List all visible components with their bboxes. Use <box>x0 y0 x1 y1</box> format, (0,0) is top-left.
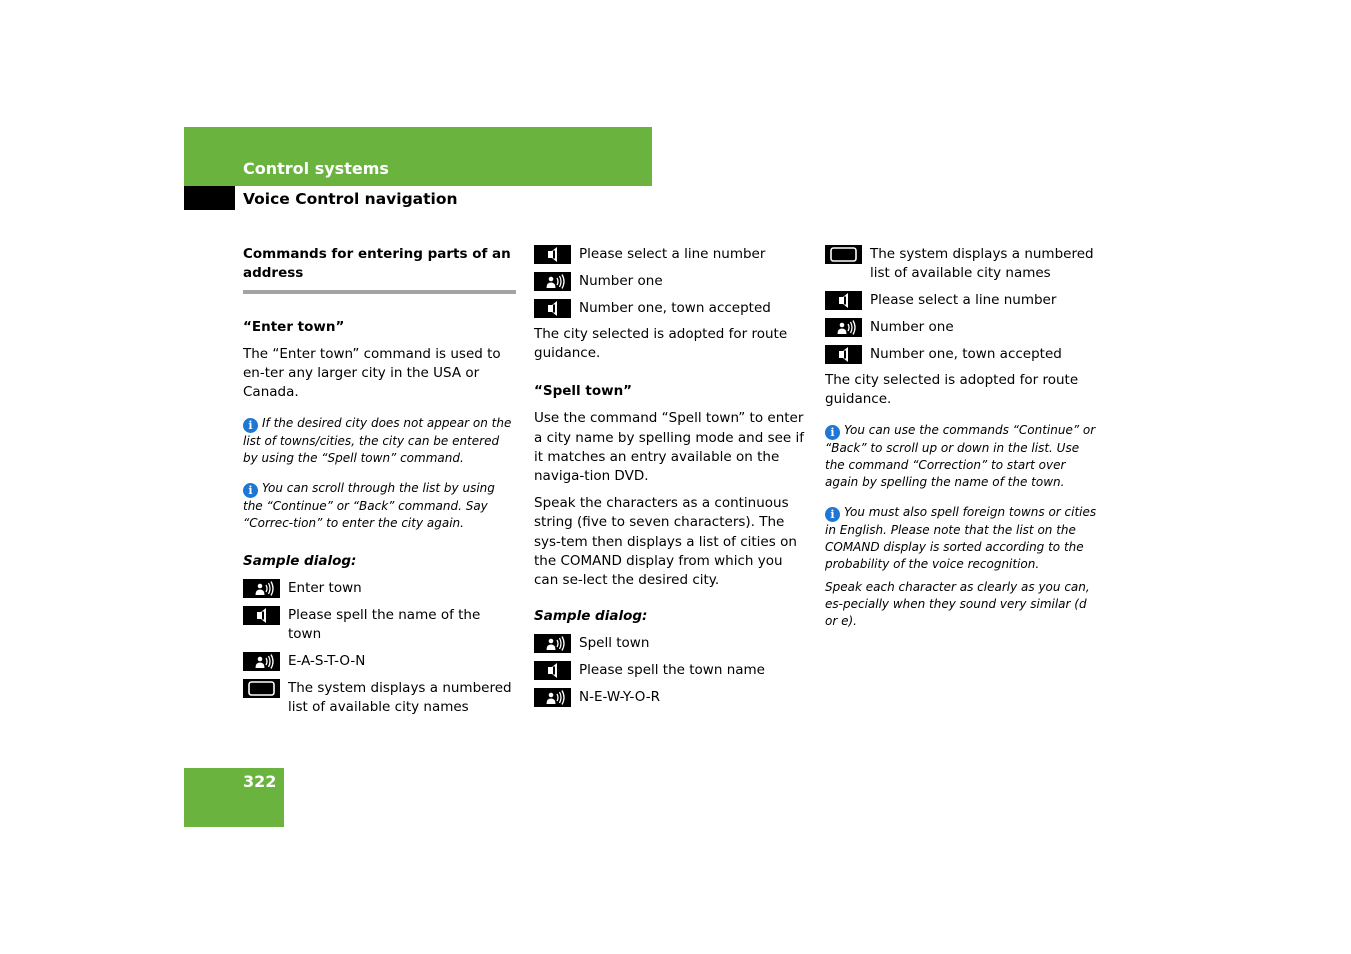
dialog-row <box>825 291 1097 310</box>
dialog-text: Number one, town accepted <box>870 346 1062 362</box>
note-text: Speak each character as clearly as you can, es-pecially when they sound very similar (d or e). <box>825 580 1090 629</box>
dialog-row <box>534 245 806 264</box>
column-1 <box>243 245 516 717</box>
dialog-row <box>534 661 806 680</box>
spell-town-heading: “Spell town” <box>534 383 633 400</box>
enter-town-heading: “Enter town” <box>243 319 345 335</box>
loudspeaker-icon <box>825 291 862 310</box>
dialog-text: Please select a line number <box>579 246 766 262</box>
sample-dialog-label: Sample dialog: <box>243 552 357 569</box>
speaker-icon <box>534 634 571 653</box>
dialog-text: Number one <box>870 319 954 335</box>
speaker-icon <box>534 688 571 707</box>
info-icon: i <box>825 507 840 522</box>
loudspeaker-icon <box>534 661 571 680</box>
dialog-row <box>534 688 806 707</box>
spell-town-text: Use the command “Spell town” to enter a city name by spelling mode and see if it matches an entry available on the naviga-tion DVD. <box>534 410 805 485</box>
dialog-text: Please spell the name of the town <box>288 606 481 642</box>
dialog-row <box>534 299 806 318</box>
dialog-row <box>534 634 806 653</box>
info-icon: i <box>243 418 258 433</box>
dialog-row <box>243 679 516 717</box>
loudspeaker-icon <box>243 606 280 625</box>
dialog-row <box>825 245 1097 283</box>
dialog-row <box>825 345 1097 364</box>
speaker-icon <box>825 318 862 337</box>
dialog-text: N-E-W-Y-O-R <box>579 689 661 706</box>
adopted-text: The city selected is adopted for route guidance. <box>534 326 788 362</box>
dialog-row <box>243 652 516 671</box>
speaker-icon <box>243 579 280 598</box>
dialog-text: E-A-S-T-O-N <box>288 652 366 669</box>
display-icon <box>243 679 280 698</box>
sample-dialog-label: Sample dialog: <box>534 608 648 625</box>
adopted-text: The city selected is adopted for route guidance. <box>825 372 1079 408</box>
info-icon: i <box>243 483 258 498</box>
dialog-row <box>243 606 516 644</box>
section-title: Control systems <box>243 159 389 178</box>
info-icon: i <box>825 425 840 440</box>
dialog-row <box>243 579 516 598</box>
column-3 <box>825 245 1097 630</box>
speaker-icon <box>243 652 280 671</box>
loudspeaker-icon <box>534 245 571 264</box>
dialog-text: The system displays a numbered list of available city names <box>870 246 1094 281</box>
section-heading: Commands for entering parts of an address <box>243 245 516 294</box>
dialog-text: Number one <box>579 273 663 289</box>
dialog-text: Number one, town accepted <box>579 300 771 316</box>
dialog-row <box>825 318 1097 337</box>
speaker-icon <box>534 272 571 291</box>
info-note: i You must also spell foreign towns or cities in English. Please note that the list on the COMAND display is sorted according to the probability of the voice recognition. <box>825 505 1097 572</box>
display-icon <box>825 245 862 264</box>
page-number: 322 <box>243 772 277 791</box>
dialog-text: Please spell the town name <box>579 662 765 679</box>
dialog-text: Please select a line number <box>870 292 1057 308</box>
loudspeaker-icon <box>825 345 862 364</box>
dialog-text: The system displays a numbered list of available city names <box>288 679 512 715</box>
enter-town-text: The “Enter town” command is used to en-ter any larger city in the USA or Canada. <box>243 346 501 401</box>
column-2 <box>534 245 806 707</box>
info-note: i If the desired city does not appear on the list of towns/cities, the city can be entered by using the “Spell town” command. <box>243 415 512 465</box>
dialog-text: Enter town <box>288 579 362 596</box>
info-note: i You can scroll through the list by using the “Continue” or “Back” command. Say “Correc-tion” to enter the city again. <box>243 480 495 530</box>
info-note: i You can use the commands “Continue” or “Back” to scroll up or down in the list. Use the command “Correction” to start over again by spelling the name of the town. <box>825 423 1096 490</box>
dialog-row <box>534 272 806 291</box>
dialog-text: Spell town <box>579 635 650 652</box>
loudspeaker-icon <box>534 299 571 318</box>
header-marker <box>184 186 235 210</box>
subsection-title: Voice Control navigation <box>243 190 458 208</box>
spell-town-text-2: Speak the characters as a continuous string (five to seven characters). The sys-tem then displays a list of cities on the COMAND display from which you can se-lect the desired city. <box>534 495 797 589</box>
